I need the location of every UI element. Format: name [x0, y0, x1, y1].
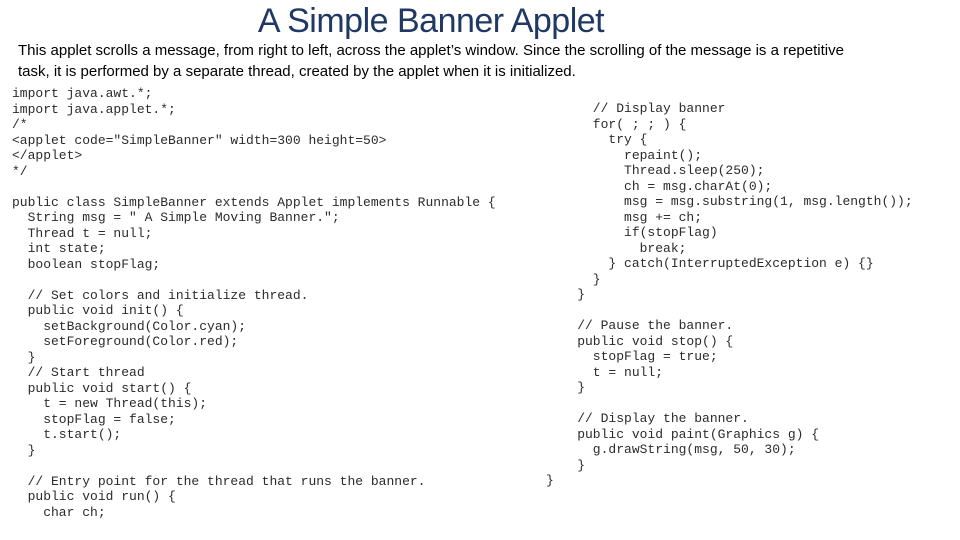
- code-listing-left: import java.awt.*; import java.applet.*; /* <applet code="SimpleBanner" width=300 height=50> </applet> */ public class SimpleBanner extends Applet implements Runnable { String msg = " A Simple Moving Banner."; Thread t = null; int state; boolean stopFlag; // Set colors and initialize thread. public void init() { setBackground(Color.cyan); setForeground(Color.red); } // Start thread public void start() { t = new Thread(this); stopFlag = false; t.start(); } // Entry point for the thread that runs the banner. public void run() { char ch;: [12, 86, 496, 520]
- code-listing-right: // Display banner for( ; ; ) { try { repaint(); Thread.sleep(250); ch = msg.charAt(0); msg = msg.substring(1, msg.length()); msg += ch; if(stopFlag) break; } catch(InterruptedException e) {} } } // Pause the banner. public void stop() { stopFlag = true; t = null; } // Display the banner. public void paint(Graphics g) { g.drawString(msg, 50, 30); } }: [546, 101, 913, 488]
- slide-description: [18, 40, 948, 82]
- slide-title: A Simple Banner Applet: [257, 2, 605, 40]
- description-line: task, it is performed by a separate thread, created by the applet when it is initialized.: [18, 63, 576, 80]
- description-line: This applet scrolls a message, from right to left, across the applet’s window. Since the scrolling of the message is a repetitive: [18, 42, 844, 59]
